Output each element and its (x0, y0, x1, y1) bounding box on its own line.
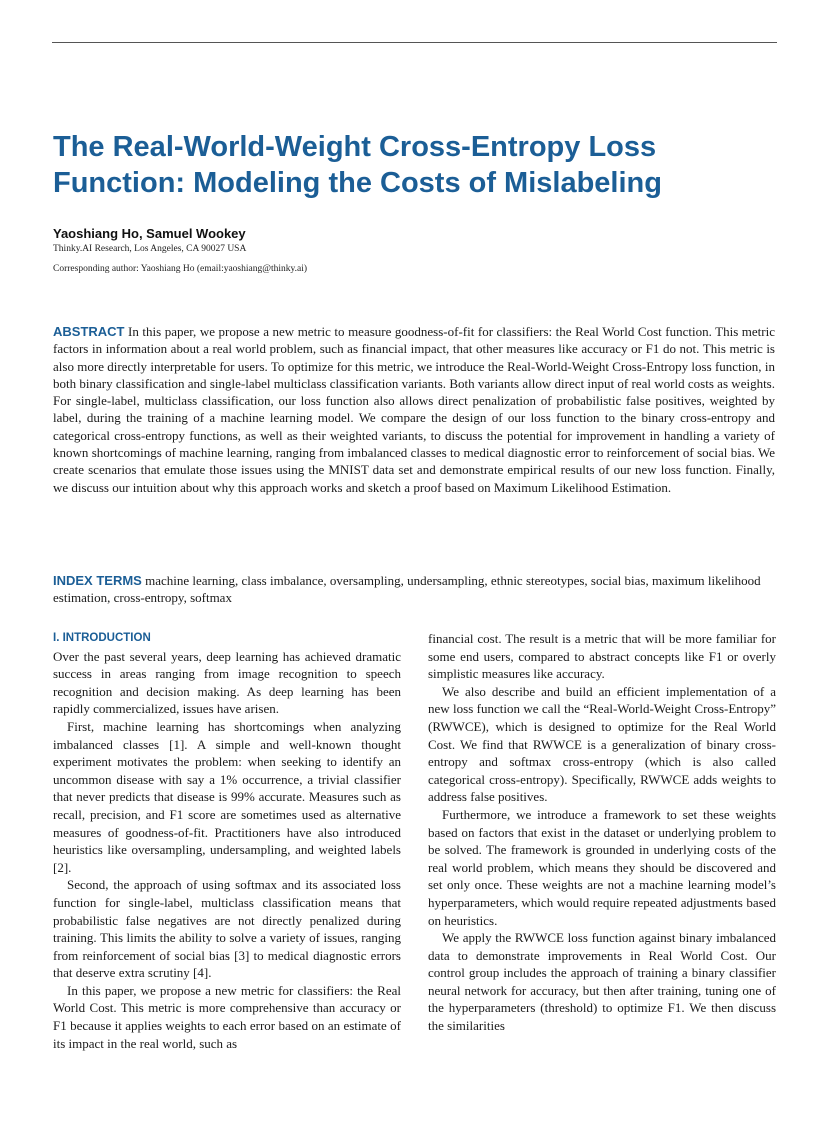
paper-title: The Real-World-Weight Cross-Entropy Loss Function: Modeling the Costs of Mislabeling (53, 131, 662, 199)
paragraph: We also describe and build an efficient implementation of a new loss function we call the “Real-World-Weight Cross-Entropy” (RWWCE), which is designed to optimize for the Real World Cost. We find that RWWCE is a generalization of binary cross-entropy and softmax cross-entropy (which is also called categorical cross-entropy). Specifically, RWWCE adds weights to address false positives. (428, 683, 776, 805)
authors: Yaoshiang Ho, Samuel Wookey (53, 226, 246, 241)
abstract-text: In this paper, we propose a new metric to measure goodness-of-fit for classifiers: the Real World Cost function. This metric factors in information about a real world problem, such as financial impact, that other measures like accuracy or F1 do not. This metric is also more directly interpretable for users. To optimize for this metric, we introduce the Real-World-Weight Cross-Entropy loss function, in both binary classification and single-label multiclass classification variants. Both variants allow direct input of real world costs as weights. For single-label, multiclass classification, our loss function also allows direct penalization of probabilistic false positives, weighted by label, during the training of a machine learning model. We compare the design of our loss function to the binary cross-entropy and categorical cross-entropy functions, as well as their weighted variants, to discuss the potential for improvement in handling a variety of known shortcomings of machine learning, ranging from imbalanced classes to medical diagnostic error to reinforcement of social bias. We create scenarios that emulate those issues using the MNIST data set and demonstrate empirical results of our new loss function. Finally, we discuss our intuition about why this approach works and sketch a proof based on Maximum Likelihood Estimation. (53, 324, 775, 495)
paragraph: Over the past several years, deep learning has achieved dramatic success in areas ranging from image recognition to speech recognition and decision making. As deep learning has been rapidly commercialized, issues have arisen. (53, 648, 401, 717)
paragraph: First, machine learning has shortcomings when analyzing imbalanced classes [1]. A simple and well-known thought experiment motivates the problem: when seeking to identify an uncommon disease with say a 1% occurrence, a trivial classifier that never predicts that disease is 99% accurate. Measures such as recall, precision, and F1 score are sometimes used as alternative measures of goodness-of-fit. Practitioners have also introduced heuristics like oversampling, undersampling, and weighted labels [2]. (53, 718, 401, 875)
header-rule (52, 42, 777, 43)
affiliation: Thinky.AI Research, Los Angeles, CA 90027 USA (53, 244, 247, 254)
left-column (53, 630, 401, 1052)
index-terms-text: machine learning, class imbalance, oversampling, undersampling, ethnic stereotypes, social bias, maximum likelihood estimation, cross-entropy, softmax (53, 573, 761, 606)
abstract (53, 323, 775, 496)
corresponding-author: Corresponding author: Yaoshiang Ho (email:yaoshiang@thinky.ai) (53, 264, 308, 274)
paragraph: Second, the approach of using softmax and its associated loss function for single-label, multiclass classification means that probabilistic false negatives are not directly penalized during training. This limits the ability to solve a variety of issues, ranging from reinforcement of social bias [3] to medical diagnostic errors that deserve extra scrutiny [4]. (53, 877, 401, 981)
section-heading-introduction: I. INTRODUCTION (53, 632, 151, 644)
paragraph: In this paper, we propose a new metric for classifiers: the Real World Cost. This metric is more comprehensive than accuracy or F1 because it applies weights to each error based on an estimate of its impact in the real world, such as (53, 982, 401, 1051)
paragraph: Furthermore, we introduce a framework to set these weights based on factors that exist in the dataset or underlying problem to be solved. The framework is grounded in underlying costs of the real world problem, which means they should be discovered and set only once. These weights are not a machine learning model’s hyperparameters, which would require repeated adjustments based on heuristics. (428, 806, 776, 928)
index-terms (53, 572, 775, 607)
right-column (428, 630, 776, 1035)
abstract-label: ABSTRACT (53, 324, 125, 339)
index-terms-label: INDEX TERMS (53, 573, 142, 588)
paragraph: We apply the RWWCE loss function against binary imbalanced data to demonstrate improvements in Real World Cost. Our control group includes the approach of training a binary classifier neural network for accuracy, but then after training, tuning one of the hyperparameters (threshold) to optimize F1. We then discuss the similarities (428, 930, 776, 1034)
paragraph: financial cost. The result is a metric that will be more familiar for some end users, compared to abstract concepts like F1 or overly simplistic measures like accuracy. (428, 631, 776, 682)
